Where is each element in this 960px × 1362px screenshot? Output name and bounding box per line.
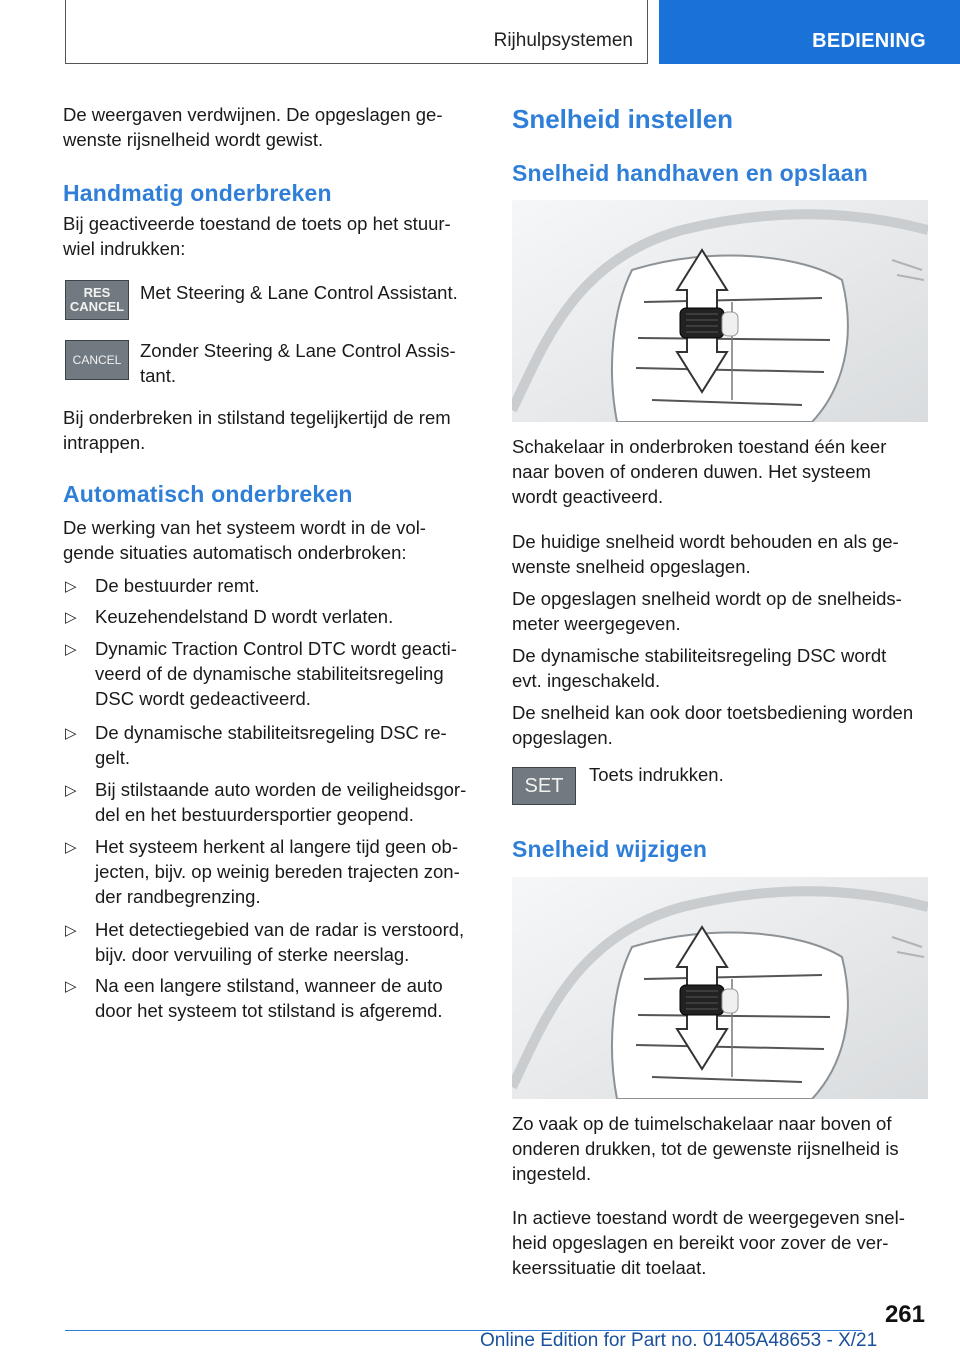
change-p2-line2: heid opgeslagen en bereikt voor zover de ver- <box>512 1232 889 1253</box>
intro-line-1: De weergaven verdwijnen. De opgeslagen ge- <box>63 104 443 125</box>
list-item: Het detectiegebied van de radar is verstoord, <box>95 919 465 940</box>
hold-heading: Snelheid handhaven en opslaan <box>512 160 868 186</box>
key2-description-2: tant. <box>140 365 176 386</box>
list-item-cont: DSC wordt gedeactiveerd. <box>95 688 311 709</box>
footer-edition: Online Edition for Part no. 01405A48653 - X/21 <box>480 1330 878 1351</box>
list-item: Dynamic Traction Control DTC wordt geacti- <box>95 638 457 659</box>
page-number: 261 <box>884 1301 925 1328</box>
hold-p4-line2: evt. ingeschakeld. <box>512 670 661 691</box>
key1-description: Met Steering & Lane Control Assistant. <box>140 282 458 303</box>
bullet-icon: ▷ <box>65 922 77 939</box>
manual-text-2: wiel indrukken: <box>63 238 186 259</box>
change-p2-line3: keerssituatie dit toelaat. <box>512 1257 707 1278</box>
stop-note-2: intrappen. <box>63 432 146 453</box>
list-item: Het systeem herkent al langere tijd geen ob- <box>95 836 459 857</box>
bullet-icon: ▷ <box>65 609 77 626</box>
change-p1-line2: onderen drukken, tot de gewenste rijsnelheid is <box>512 1138 899 1159</box>
header-section-title: Rijhulpsystemen <box>493 30 633 51</box>
hold-p3-line2: meter weergegeven. <box>512 613 681 634</box>
list-item-cont: bijv. door vervuiling of sterke neerslag. <box>95 944 410 965</box>
change-p1-line1: Zo vaak op de tuimelschakelaar naar boven of <box>512 1113 892 1134</box>
bullet-icon: ▷ <box>65 725 77 742</box>
set-key-icon <box>512 767 576 805</box>
hold-p1-line2: naar boven of onderen duwen. Het systeem <box>512 461 871 482</box>
hold-p2-line2: wenste snelheid opgeslagen. <box>512 556 751 577</box>
change-p1-line3: ingesteld. <box>512 1163 592 1184</box>
set-key-description: Toets indrukken. <box>589 764 724 785</box>
key2-description-1: Zonder Steering & Lane Control Assis- <box>140 340 456 361</box>
auto-heading: Automatisch onderbreken <box>63 481 353 507</box>
steering-wheel-image <box>512 200 928 422</box>
res-cancel-key-line1: RES <box>83 285 111 300</box>
steering-wheel-illustration <box>512 200 928 422</box>
stop-note-1: Bij onderbreken in stilstand tegelijkertijd de rem <box>63 407 451 428</box>
change-p2-line1: In actieve toestand wordt de weergegeven snel- <box>512 1207 905 1228</box>
list-item: Keuzehendelstand D wordt verlaten. <box>95 606 394 627</box>
bullet-icon: ▷ <box>65 978 77 995</box>
intro-line-2: wenste rijsnelheid wordt gewist. <box>63 129 324 150</box>
list-item-cont: veerd of de dynamische stabiliteitsregeling <box>95 663 444 684</box>
hold-p1-line1: Schakelaar in onderbroken toestand één keer <box>512 436 887 457</box>
auto-text-2: gende situaties automatisch onderbroken: <box>63 542 407 563</box>
hold-p1-line3: wordt geactiveerd. <box>512 486 664 507</box>
cancel-key-label: CANCEL <box>72 353 122 367</box>
list-item: Bij stilstaande auto worden de veiligheidsgor- <box>95 779 467 800</box>
cancel-key-icon <box>65 340 129 380</box>
bullet-icon: ▷ <box>65 782 77 799</box>
list-item: Na een langere stilstand, wanneer de auto <box>95 975 443 996</box>
list-item-cont: door het systeem tot stilstand is afgeremd. <box>95 1000 443 1021</box>
hold-p2-line1: De huidige snelheid wordt behouden en als ge- <box>512 531 899 552</box>
hold-p4-line1: De dynamische stabiliteitsregeling DSC wordt <box>512 645 887 666</box>
list-item-cont: del en het bestuurdersportier geopend. <box>95 804 414 825</box>
set-key-label: SET <box>524 774 564 797</box>
res-cancel-key-line2: CANCEL <box>69 299 125 314</box>
auto-text-1: De werking van het systeem wordt in de vol- <box>63 517 426 538</box>
header-chapter-box <box>659 0 960 64</box>
steering-wheel-image-2 <box>512 877 928 1099</box>
hold-p5-line1: De snelheid kan ook door toetsbediening worden <box>512 702 914 723</box>
header-chapter-title: BEDIENING <box>812 30 926 52</box>
hold-p5-line2: opgeslagen. <box>512 727 613 748</box>
hold-p3-line1: De opgeslagen snelheid wordt op de snelheids- <box>512 588 902 609</box>
manual-text-1: Bij geactiveerde toestand de toets op het stuur- <box>63 213 451 234</box>
bullet-icon: ▷ <box>65 578 77 595</box>
main-heading: Snelheid instellen <box>512 104 734 134</box>
list-item: De dynamische stabiliteitsregeling DSC re- <box>95 722 447 743</box>
bullet-icon: ▷ <box>65 839 77 856</box>
list-item-cont: gelt. <box>95 747 130 768</box>
header-section-box <box>65 0 648 64</box>
list-item-cont: der randbegrenzing. <box>95 886 261 907</box>
res-cancel-key-icon <box>65 280 129 320</box>
manual-heading: Handmatig onderbreken <box>63 180 332 206</box>
list-item: De bestuurder remt. <box>95 575 260 596</box>
list-item-cont: jecten, bijv. op weinig bereden trajecten zon- <box>95 861 460 882</box>
change-heading: Snelheid wijzigen <box>512 836 708 862</box>
steering-wheel-illustration-2 <box>512 877 928 1099</box>
bullet-icon: ▷ <box>65 641 77 658</box>
